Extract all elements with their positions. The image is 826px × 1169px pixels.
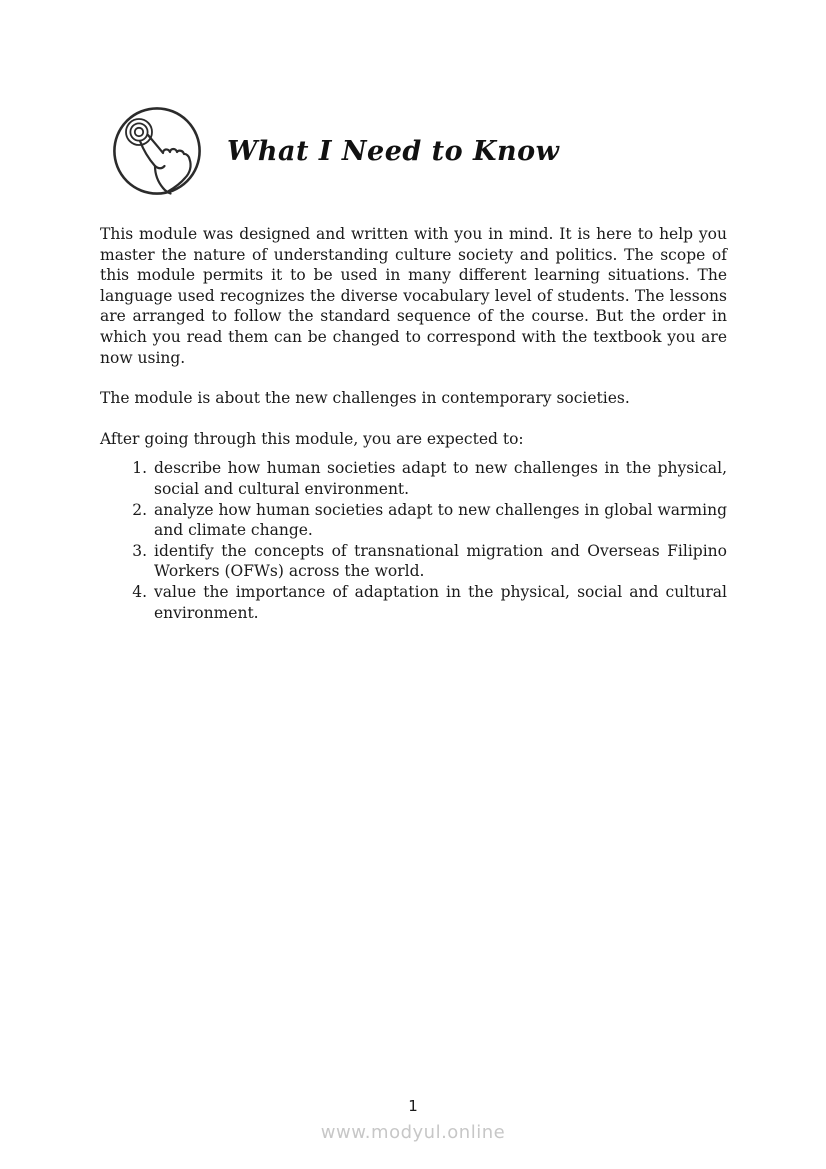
hand-pressing-button-icon (112, 106, 202, 196)
objectives-intro-paragraph: After going through this module, you are expected to: (100, 429, 524, 448)
page-title: What I Need to Know (227, 135, 560, 167)
module-content (100, 224, 727, 623)
watermark-link[interactable]: www.modyul.online (320, 1122, 506, 1143)
intro-paragraph: This module was designed and written with you in mind. It is here to help you master the nature of understanding culture society and politics. The scope of this module permits it to be used in many different learning situations. The language used recognizes the diverse vocabulary level of students. The lessons are arranged to follow the standard sequence of the course. But the order in which you read them can be changed to correspond with the textbook you are now using. (100, 225, 727, 367)
module-header (112, 106, 559, 196)
objectives-list (100, 458, 727, 623)
objective-item: 3. identify the concepts of transnational migration and Overseas Filipino Workers (OFWs) across the world. (152, 541, 727, 582)
about-paragraph: The module is about the new challenges in contemporary societies. (100, 389, 630, 408)
objective-item: 2. analyze how human societies adapt to new challenges in global warming and climate change. (152, 500, 727, 541)
objective-item: 4. value the importance of adaptation in the physical, social and cultural environment. (152, 582, 727, 623)
page-number: 1 (408, 1097, 418, 1115)
objective-item: 1. describe how human societies adapt to new challenges in the physical, social and cultural environment. (152, 458, 727, 499)
